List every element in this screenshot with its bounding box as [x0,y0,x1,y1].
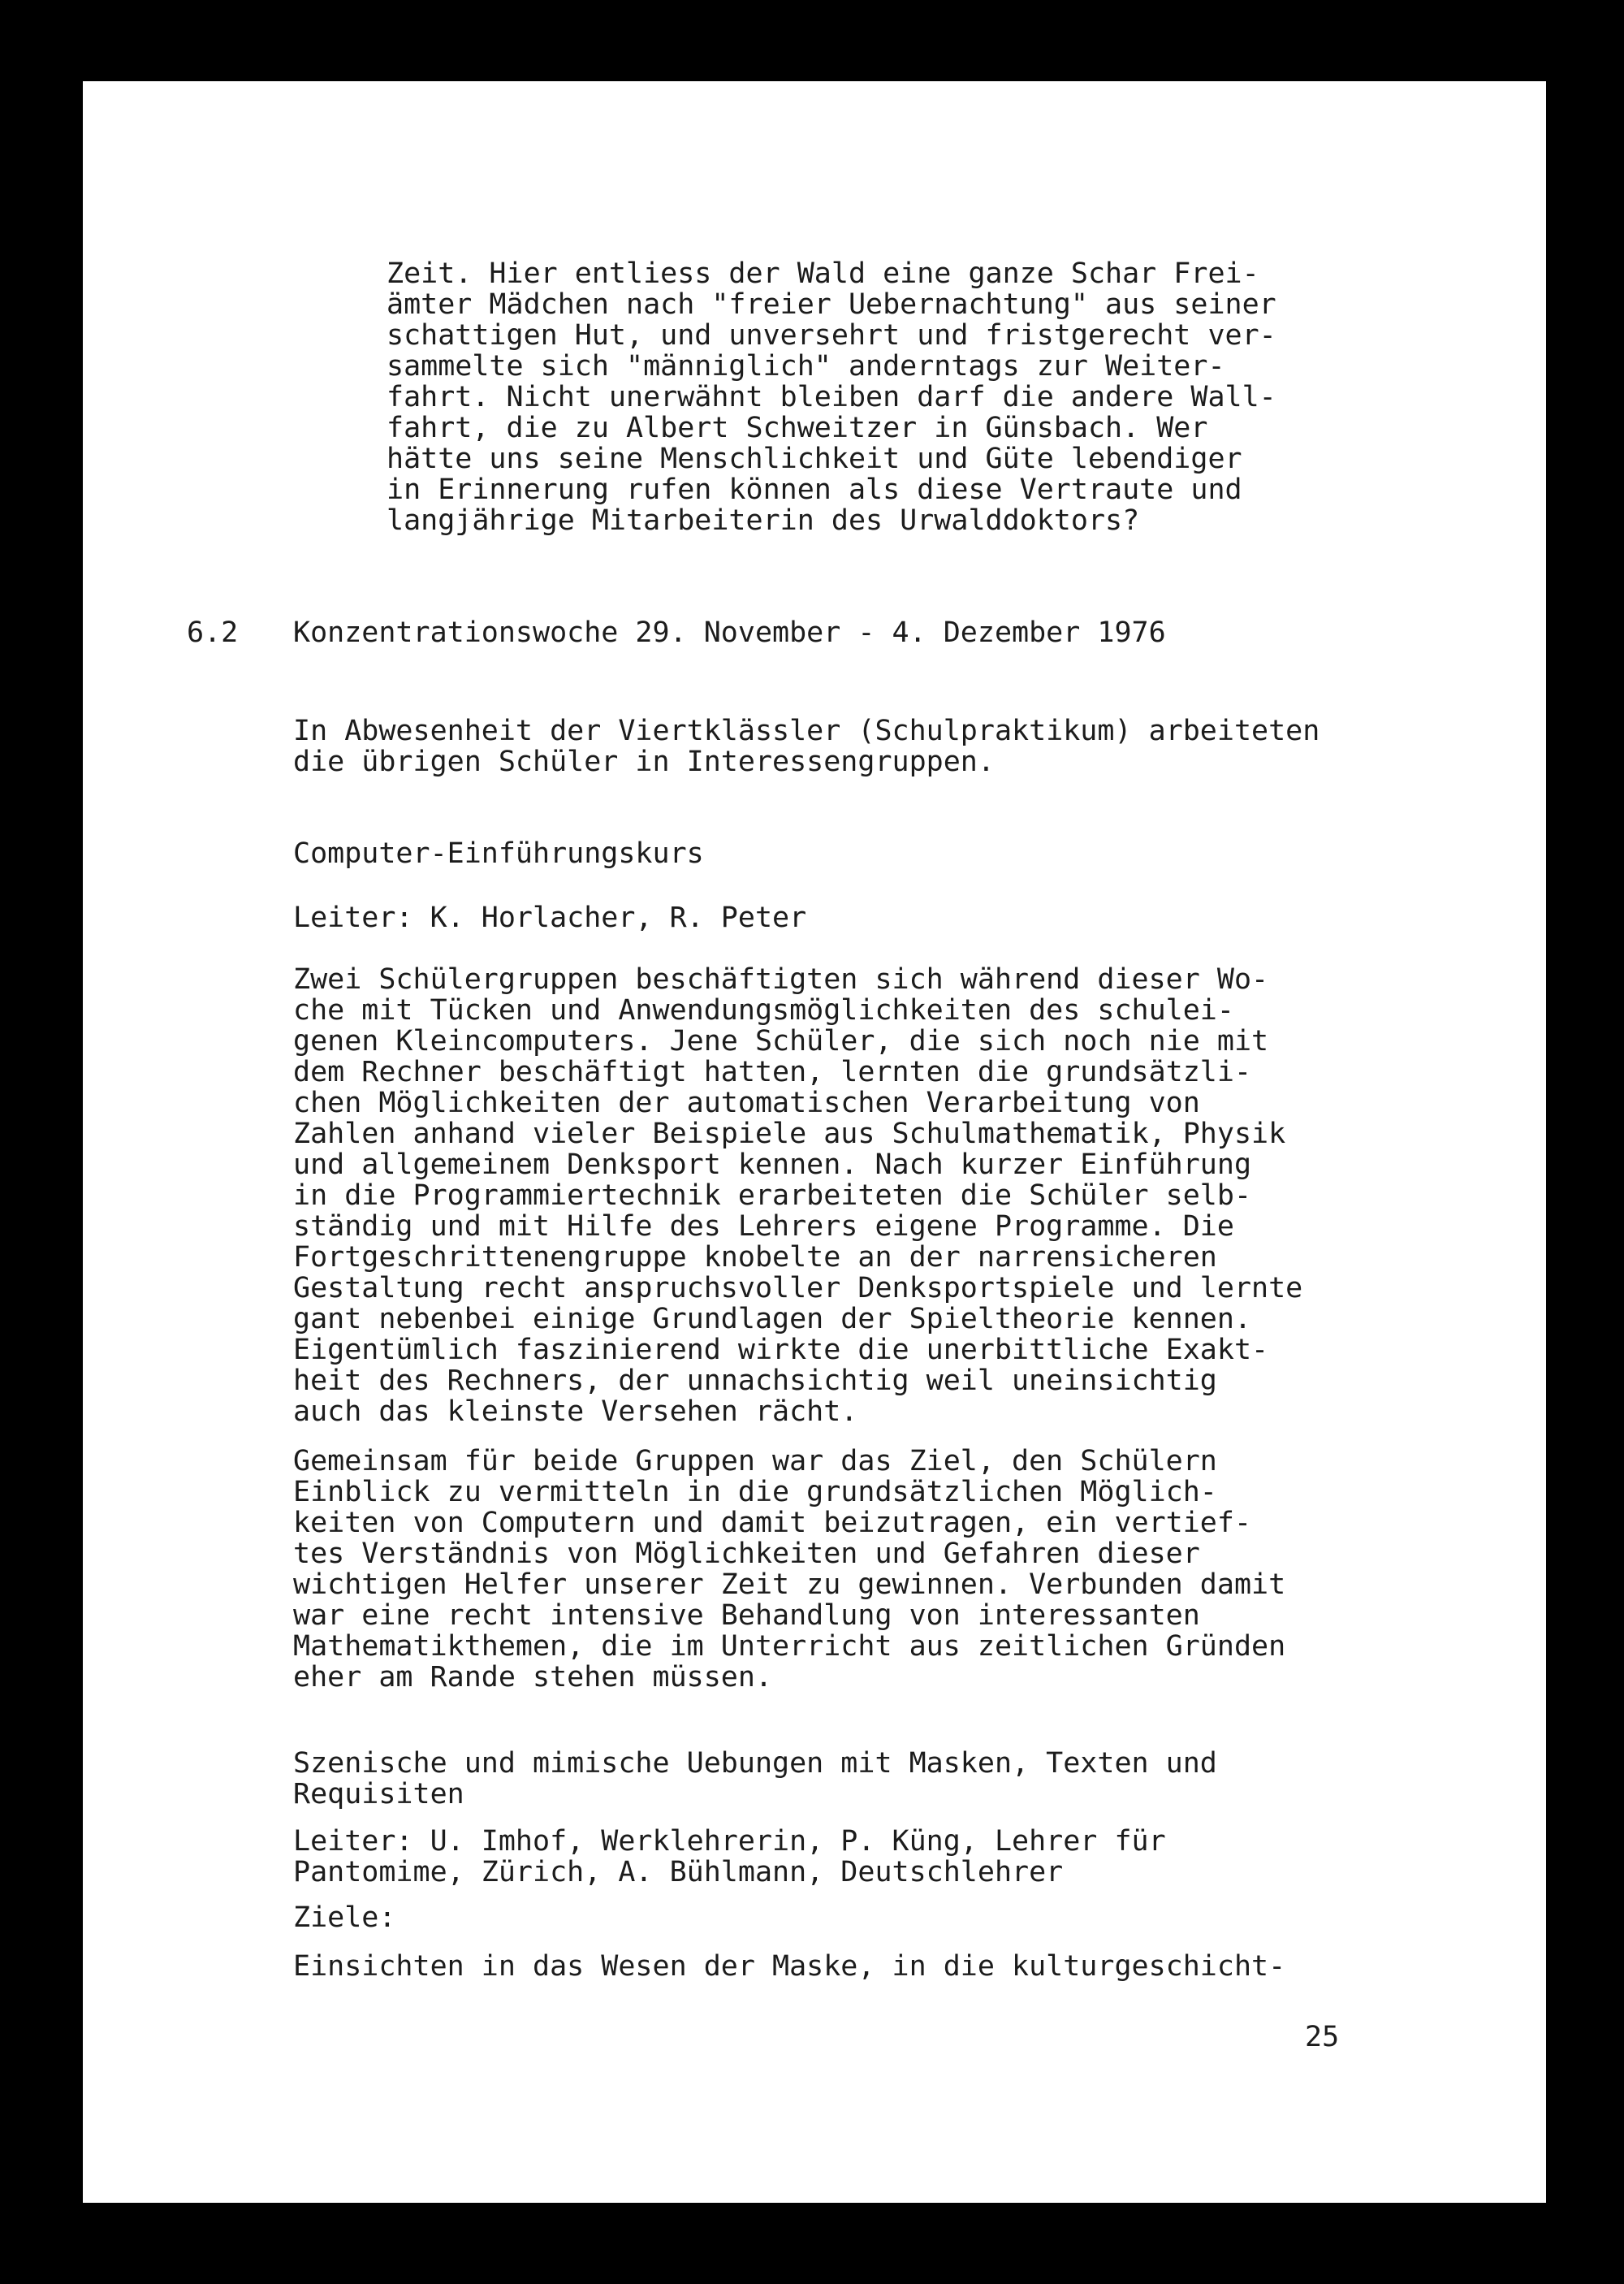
text-line: in die Programmiertechnik erarbeiteten die Schüler selb- [293,1179,1252,1212]
text-line: ämter Mädchen nach "freier Uebernachtung" aus seiner [387,288,1276,321]
text-line: genen Kleincomputers. Jene Schüler, die sich noch nie mit [293,1025,1269,1058]
course-leaders: Leiter: K. Horlacher, R. Peter [293,902,807,934]
text-line: auch das kleinste Versehen rächt. [293,1395,858,1428]
text-line: und allgemeinem Denksport kennen. Nach kurzer Einführung [293,1148,1252,1181]
page-number: 25 [1305,2021,1340,2053]
text-line: sammelte sich "männiglich" anderntags zur Weiter- [387,350,1225,383]
text-line: Eigentümlich faszinierend wirkte die unerbittliche Exakt- [293,1334,1269,1366]
text-line: in Erinnerung rufen können als diese Vertraute und [387,474,1242,506]
text-line: dem Rechner beschäftigt hatten, lernten die grundsätzli- [293,1056,1252,1088]
text-line: wichtigen Helfer unserer Zeit zu gewinnen. Verbunden damit [293,1568,1286,1601]
text-line: schattigen Hut, und unversehrt und fristgerecht ver- [387,319,1276,352]
text-line: die übrigen Schüler in Interessengruppen. [293,746,995,778]
text-line: che mit Tücken und Anwendungsmöglichkeiten des schulei- [293,994,1234,1027]
text-line: Szenische und mimische Uebungen mit Masken, Texten und [293,1747,1217,1780]
section-number: 6.2 [187,616,239,649]
text-line: Leiter: U. Imhof, Werklehrerin, P. Küng, Lehrer für [293,1825,1166,1858]
text-line: keiten von Computern und damit beizutragen, ein vertief- [293,1507,1252,1539]
text-line: Fortgeschrittenengruppe knobelte an der narrensicheren [293,1241,1217,1274]
text-line: Zwei Schülergruppen beschäftigten sich während dieser Wo- [293,963,1269,996]
text-line: Gestaltung recht anspruchsvoller Denksportspiele und lernte [293,1272,1303,1304]
text-line: Gemeinsam für beide Gruppen war das Ziel, den Schülern [293,1445,1217,1477]
section-title: Konzentrationswoche 29. November - 4. Dezember 1976 [293,616,1166,649]
text-line: Einblick zu vermitteln in die grundsätzlichen Möglich- [293,1476,1217,1508]
text-line: eher am Rande stehen müssen. [293,1661,773,1694]
text-line: heit des Rechners, der unnachsichtig weil uneinsichtig [293,1365,1217,1397]
text-line: Zahlen anhand vieler Beispiele aus Schulmathematik, Physik [293,1118,1286,1150]
text-line: fahrt, die zu Albert Schweitzer in Günsbach. Wer [387,412,1208,444]
text-line: hätte uns seine Menschlichkeit und Güte lebendiger [387,443,1242,475]
text-line: Zeit. Hier entliess der Wald eine ganze Schar Frei- [387,257,1259,290]
text-line: ständig und mit Hilfe des Lehrers eigene Programme. Die [293,1210,1234,1243]
document-page [83,81,1546,2203]
text-line: war eine recht intensive Behandlung von interessanten [293,1599,1200,1632]
text-line: Mathematikthemen, die im Unterricht aus zeitlichen Gründen [293,1630,1286,1663]
course-heading: Computer-Einführungskurs [293,837,704,870]
goals-label: Ziele: [293,1901,396,1934]
text-line: gant nebenbei einige Grundlagen der Spieltheorie kennen. [293,1303,1252,1335]
text-line: langjährige Mitarbeiterin des Urwalddoktors? [387,504,1140,537]
text-line: Pantomime, Zürich, A. Bühlmann, Deutschlehrer [293,1856,1064,1888]
goals-text: Einsichten in das Wesen der Maske, in die kulturgeschicht- [293,1950,1286,1983]
text-line: chen Möglichkeiten der automatischen Verarbeitung von [293,1087,1200,1119]
text-line: Requisiten [293,1778,464,1810]
text-line: In Abwesenheit der Viertklässler (Schulpraktikum) arbeiteten [293,715,1320,747]
text-line: tes Verständnis von Möglichkeiten und Gefahren dieser [293,1538,1200,1570]
text-line: fahrt. Nicht unerwähnt bleiben darf die andere Wall- [387,381,1276,413]
